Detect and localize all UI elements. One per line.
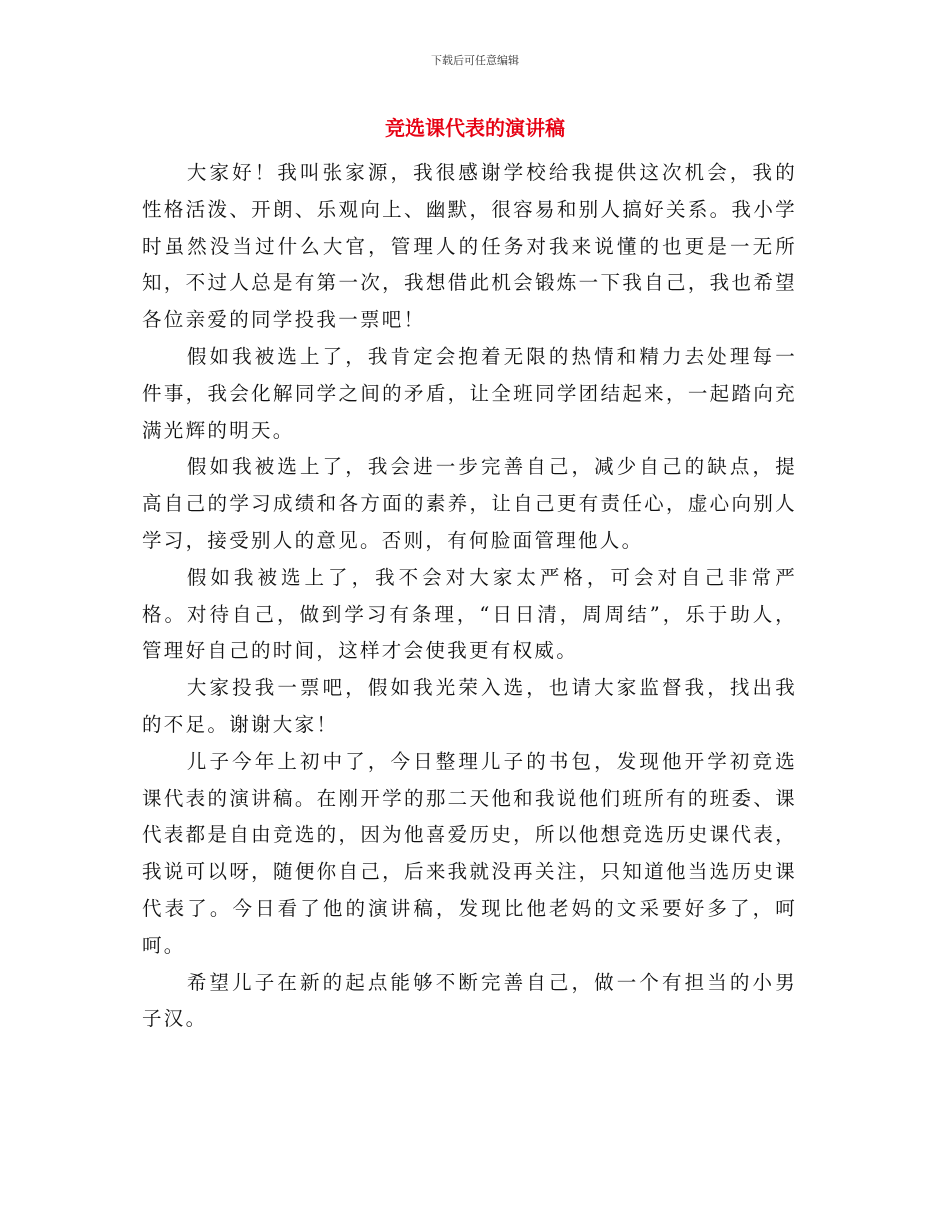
header-note: 下载后可任意编辑	[431, 54, 519, 67]
paragraph-2: 假如我被选上了，我肯定会抱着无限的热情和精力去处理每一件事，我会化解同学之间的矛盾，让全班同学团结起来，一起踏向充满光辉的明天。	[142, 344, 797, 442]
paragraph-3: 假如我被选上了，我会进一步完善自己，减少自己的缺点，提高自己的学习成绩和各方面的素养，让自己更有责任心，虚心向别人学习，接受别人的意见。否则，有何脸面管理他人。	[142, 455, 797, 552]
paragraph-5: 大家投我一票吧，假如我光荣入选，也请大家监督我，找出我的不足。谢谢大家！	[142, 676, 797, 736]
document-body	[142, 155, 797, 1038]
page-title: 竞选课代表的演讲稿	[385, 116, 565, 140]
paragraph-4: 假如我被选上了，我不会对大家太严格，可会对自己非常严格。对待自己，做到学习有条理，“日日清，周周结”，乐于助人，管理好自己的时间，这样才会使我更有权威。	[142, 565, 797, 663]
paragraph-7: 希望儿子在新的起点能够不断完善自己，做一个有担当的小男子汉。	[142, 970, 797, 1031]
paragraph-6: 儿子今年上初中了，今日整理儿子的书包，发现他开学初竞选课代表的演讲稿。在刚开学的那二天他和我说他们班所有的班委、课代表都是自由竞选的，因为他喜爱历史，所以他想竞选历史课代表，我说可以呀，随便你自己，后来我就没再关注，只知道他当选历史课代表了。今日看了他的演讲稿，发现比他老妈的文采要好多了，呵呵。	[142, 749, 797, 957]
paragraph-1: 大家好！我叫张家源，我很感谢学校给我提供这次机会，我的性格活泼、开朗、乐观向上、幽默，很容易和别人搞好关系。我小学时虽然没当过什么大官，管理人的任务对我来说懂的也更是一无所知，不过人总是有第一次，我想借此机会锻炼一下我自己，我也希望各位亲爱的同学投我一票吧！	[142, 161, 797, 332]
